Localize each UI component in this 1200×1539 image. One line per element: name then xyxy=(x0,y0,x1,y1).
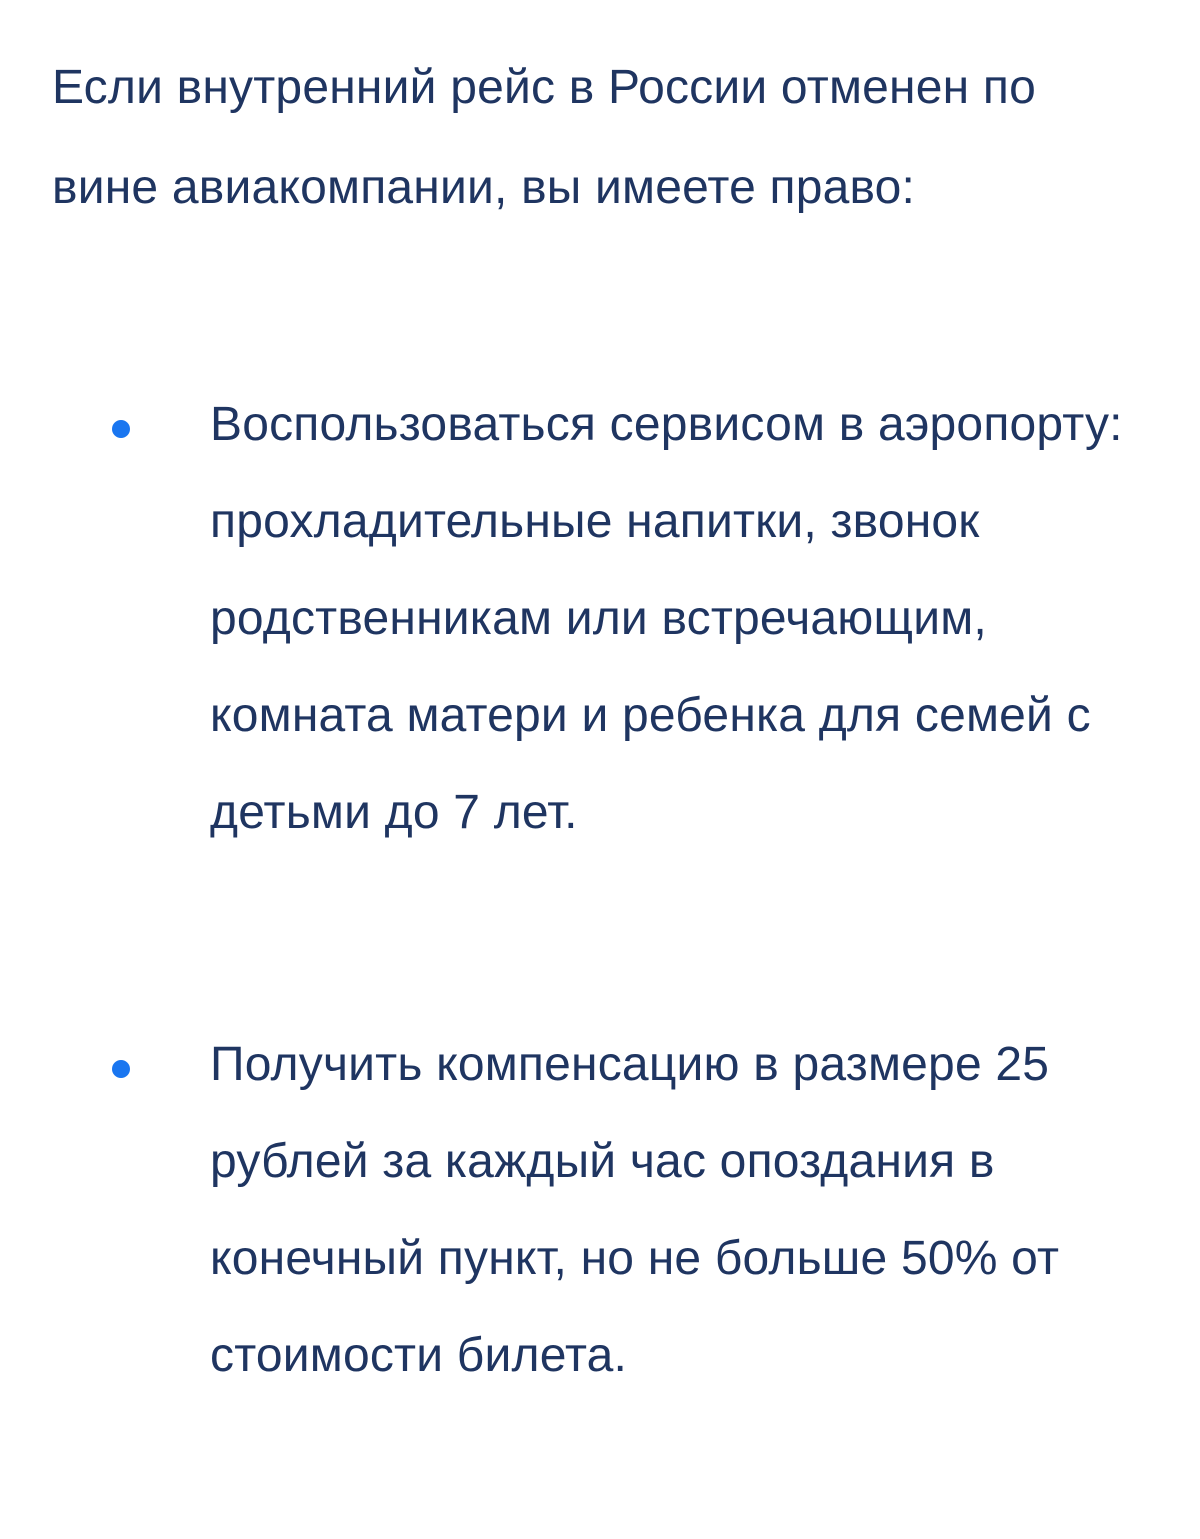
intro-paragraph: Если внутренний рейс в России отменен по вине авиакомпании, вы имеете право: xyxy=(52,61,1036,214)
list-item-text: Получить компенсацию в размере 25 рублей за каждый час опоздания в конечный пункт, но не больше 50% от стоимости билета. xyxy=(210,1038,1060,1382)
list-item-text: Воспользоваться сервисом в аэропорту: прохладительные напитки, звонок родственникам или встречающим, комната матери и ребенка для семей с детьми до 7 лет. xyxy=(210,398,1123,839)
bullet-dot-icon xyxy=(112,1060,130,1078)
bullet-dot-icon xyxy=(112,420,130,438)
